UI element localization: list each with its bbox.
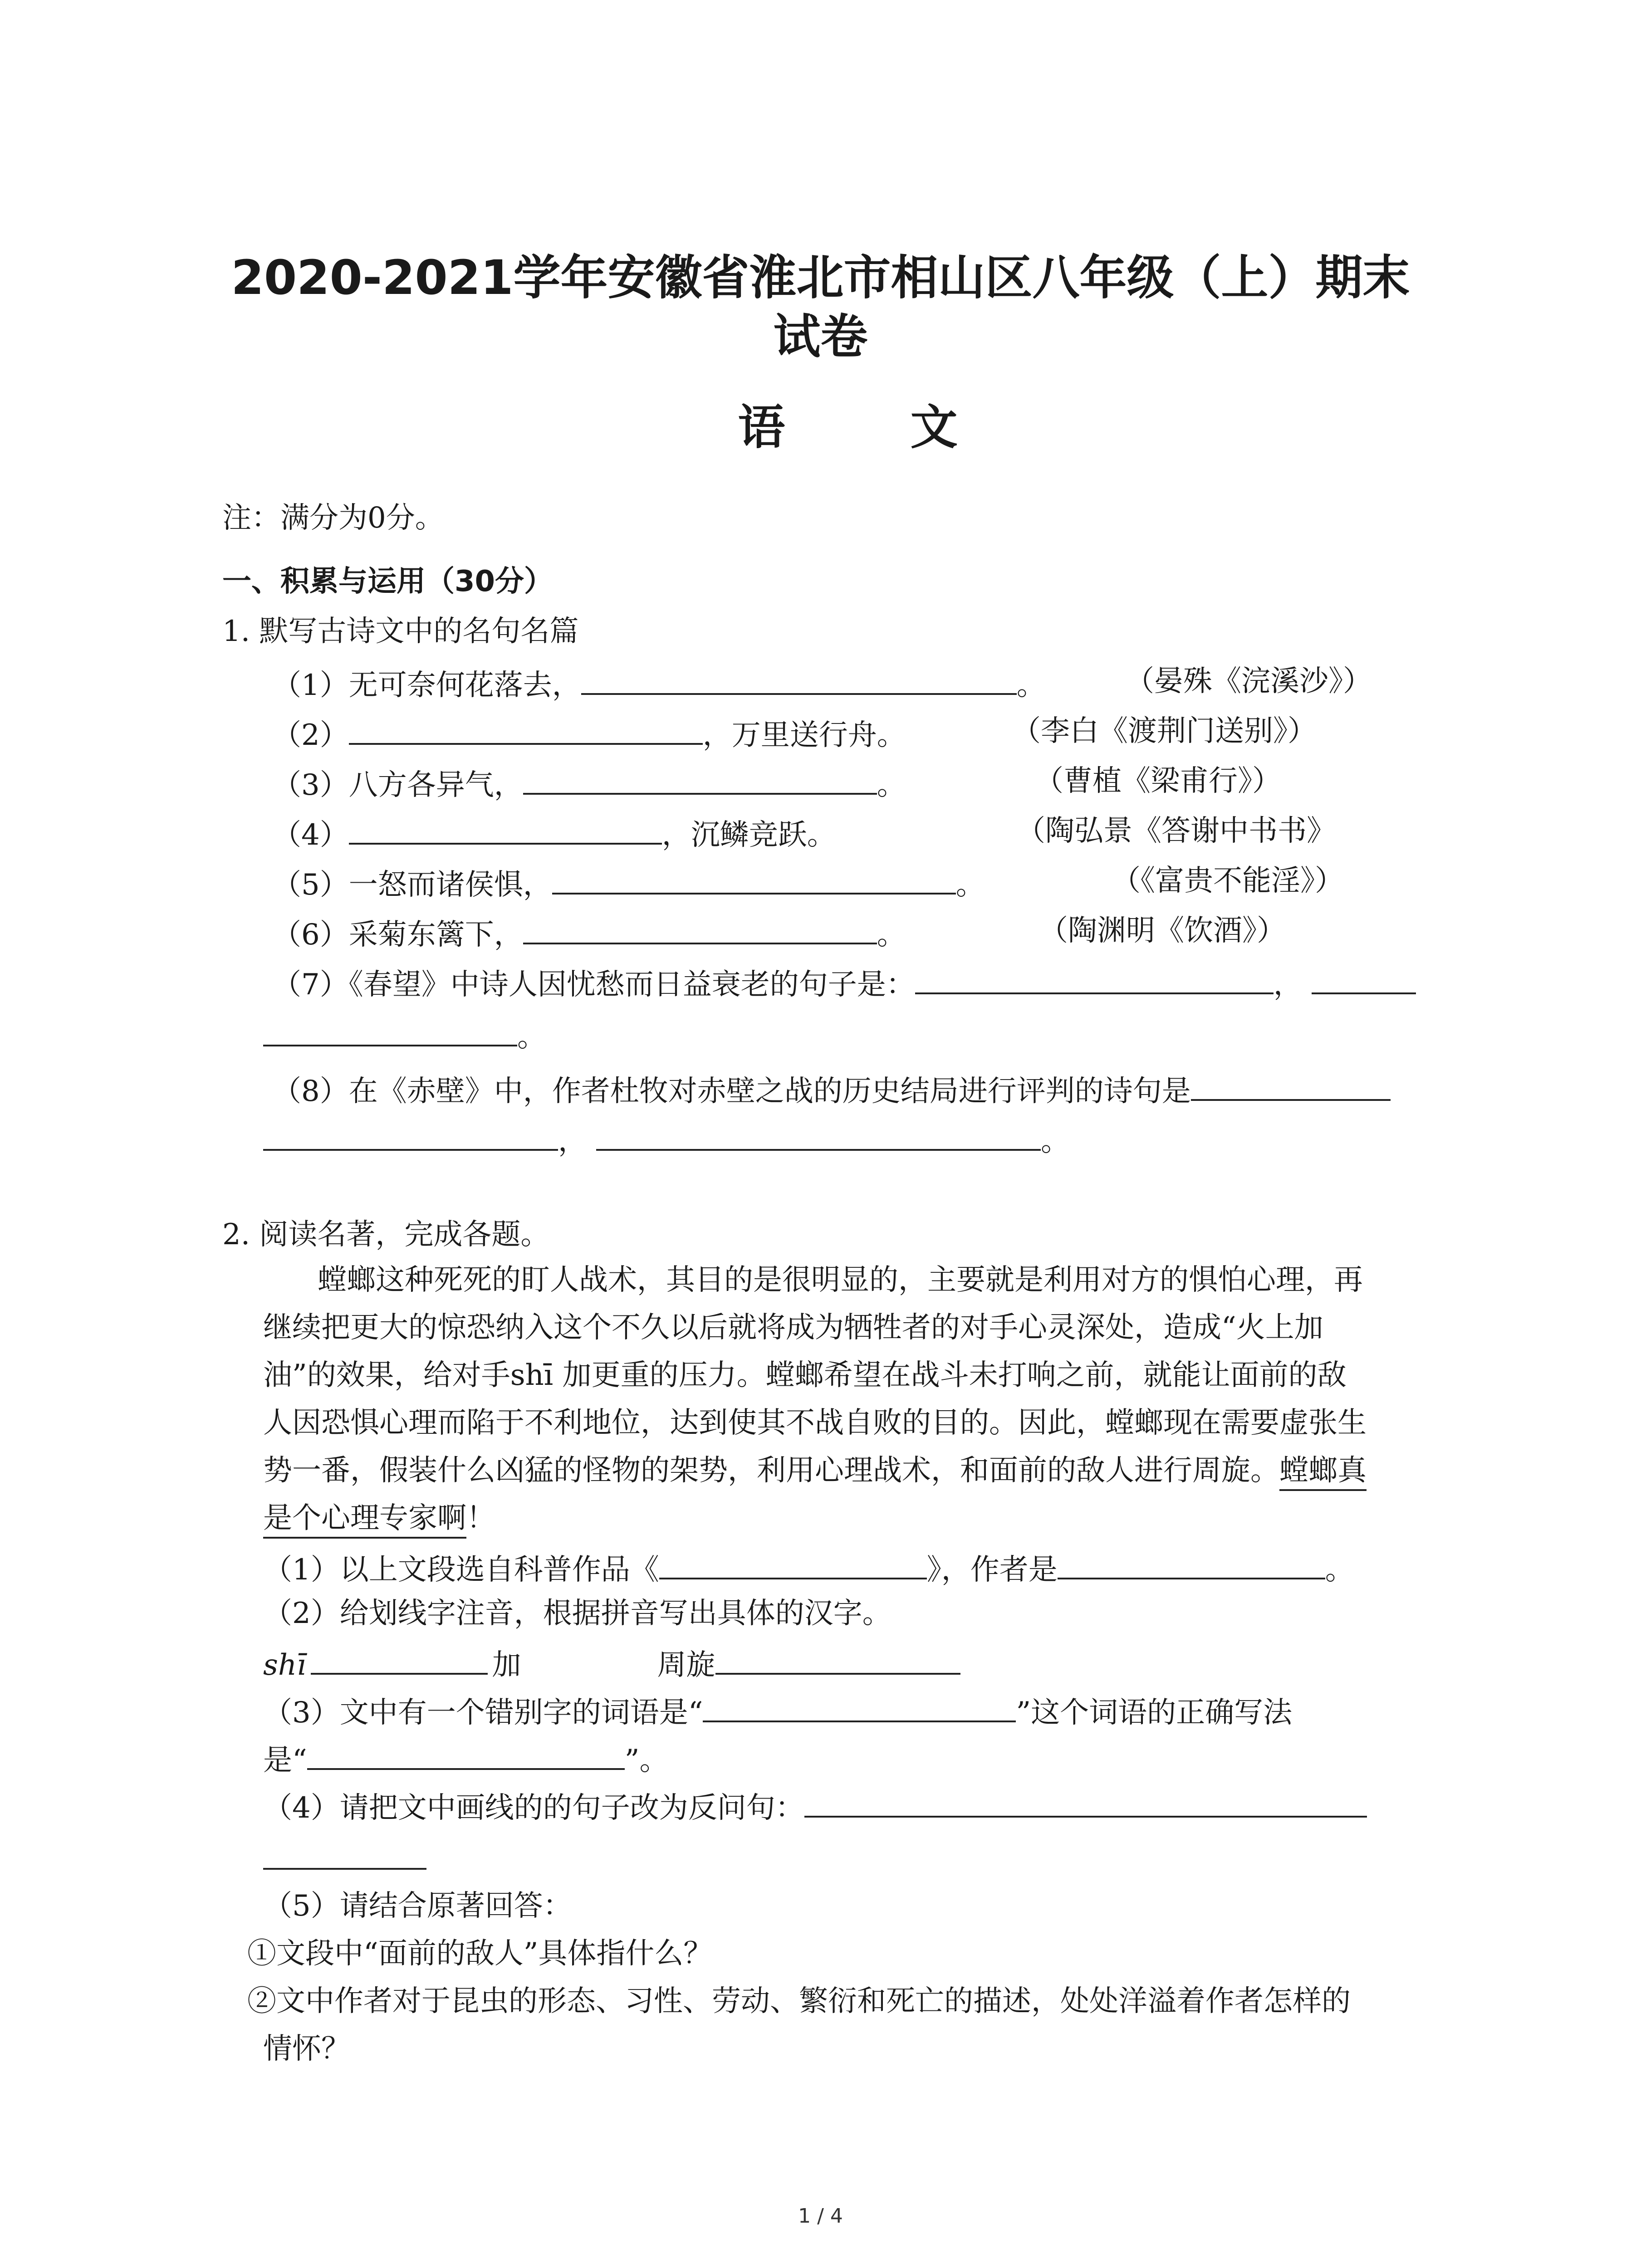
answer-blank[interactable]	[263, 1842, 426, 1870]
q1-item-4-text: （4）	[272, 818, 349, 852]
q2-sub-5: （5）请结合原著回答：	[263, 1889, 572, 1923]
punct: 。	[877, 768, 906, 802]
punct: ，	[1273, 968, 1303, 1002]
q2-sub-2: （2）给划线字注音，根据拼音写出具体的汉字。	[263, 1597, 892, 1630]
answer-blank[interactable]	[311, 1647, 488, 1675]
q1-item-5-text: （5）一怒而诸侯惧，	[272, 868, 552, 902]
punct: 。	[955, 868, 985, 902]
q2-sub-3-line2-text: 是“	[263, 1744, 307, 1777]
q1-item-5	[272, 866, 985, 902]
q1-item-6	[272, 916, 906, 952]
punct: 。	[1016, 669, 1046, 702]
punct: ，	[558, 1124, 587, 1158]
answer-blank[interactable]	[1191, 1073, 1391, 1101]
answer-blank[interactable]	[349, 816, 662, 845]
punct: 。	[1325, 1553, 1354, 1587]
answer-blank[interactable]	[523, 767, 877, 795]
q2-sub-5-b-cont: 情怀？	[263, 2032, 350, 2066]
q1-item-6-text: （6）采菊东篱下，	[272, 918, 523, 952]
q1-item-4	[272, 816, 836, 850]
q2-sub-3-tail: ”这个词语的正确写法	[1016, 1696, 1293, 1730]
q2-sub-3	[263, 1694, 1293, 1730]
answer-blank[interactable]	[552, 866, 956, 894]
q2-sub-1-text: （1）以上文段选自科普作品《	[263, 1553, 659, 1587]
q1-item-2-text: （2）	[272, 719, 349, 752]
answer-blank[interactable]	[581, 667, 1017, 695]
punct: 。	[517, 1020, 546, 1054]
q1-item-6-source: （陶渊明《饮酒》）	[1039, 914, 1286, 948]
book-title-blank[interactable]	[659, 1551, 927, 1579]
passage-line-5	[263, 1456, 1367, 1485]
q1-item-2-source: （李白《渡荆门送别》）	[1012, 714, 1317, 748]
q1-item-4-source: （陶弘景《答谢中书书》	[1016, 814, 1336, 848]
q2-sub-4	[263, 1789, 1367, 1823]
passage-line-4: 人因恐惧心理而陷于不利地位，达到使其不战自败的目的。因此，螳螂现在需要虚张生	[263, 1406, 1367, 1440]
punct: ”。	[624, 1744, 669, 1777]
q2-sub-2-answers	[263, 1647, 960, 1680]
q2-sub-3-cont	[263, 1742, 668, 1775]
correct-word-blank[interactable]	[307, 1742, 625, 1770]
passage-line-6	[263, 1501, 495, 1535]
answer-blank[interactable]	[263, 1123, 558, 1151]
q1-item-1-text: （1）无可奈何花落去，	[272, 669, 581, 702]
wrong-word-blank[interactable]	[703, 1694, 1016, 1722]
passage-line-3: 油”的效果，给对手shī 加更重的压力。螳螂希望在战斗未打响之前，就能让面前的敌	[263, 1359, 1347, 1392]
q1-item-5-source: （《富贵不能淫》）	[1112, 864, 1344, 898]
q1-item-3-text: （3）八方各异气，	[272, 768, 523, 802]
question-1-stem: 1. 默写古诗文中的名句名篇	[222, 615, 579, 648]
score-note: 注：满分为0分。	[222, 501, 444, 535]
exam-title-line1: 2020-2021学年安徽省淮北市相山区八年级（上）期末	[231, 250, 1410, 305]
answer-blank[interactable]	[715, 1647, 960, 1675]
char-label: 加	[492, 1648, 521, 1682]
question-2-stem: 2. 阅读名著，完成各题。	[222, 1218, 550, 1251]
q2-sub-4-cont	[263, 1842, 426, 1875]
answer-blank[interactable]	[915, 966, 1274, 994]
page-number: 1 / 4	[798, 2204, 843, 2228]
q1-item-2-tail: ，万里送行舟。	[702, 719, 906, 752]
exam-title-line2: 试卷	[773, 309, 868, 364]
passage-text: 势一番，假装什么凶猛的怪物的架势，利用心理战术，和面前的敌人进行周旋。	[263, 1454, 1279, 1487]
q1-item-7-cont	[263, 1018, 546, 1054]
q1-item-2	[272, 717, 906, 750]
answer-blank[interactable]	[1312, 966, 1416, 994]
punct: ！	[466, 1501, 495, 1535]
q2-sub-1-mid: 》，作者是	[926, 1553, 1058, 1587]
q1-item-1-source: （晏殊《浣溪沙》）	[1125, 665, 1372, 698]
punct: 。	[877, 918, 906, 952]
q1-item-7	[272, 966, 1416, 1002]
q2-sub-5-b: ②文中作者对于昆虫的形态、习性、劳动、繁衍和死亡的描述，处处洋溢着作者怎样的	[247, 1984, 1351, 2018]
q1-item-8	[272, 1073, 1391, 1106]
q2-sub-4-text: （4）请把文中画线的的句子改为反问句：	[263, 1791, 804, 1825]
q1-item-3-source: （曹植《梁甫行》）	[1034, 764, 1281, 798]
q1-item-7-text: （7）《春望》中诗人因忧愁而日益衰老的句子是：	[272, 968, 915, 1002]
pinyin-label: shī	[263, 1648, 306, 1682]
word-label: 周旋	[657, 1648, 715, 1682]
answer-blank[interactable]	[263, 1018, 517, 1046]
q2-sub-1	[263, 1551, 1354, 1587]
q1-item-4-tail: ，沉鳞竞跃。	[661, 818, 836, 852]
q1-item-1	[272, 667, 1046, 700]
answer-blank[interactable]	[804, 1789, 1367, 1818]
passage-line-2: 继续把更大的惊恐纳入这个不久以后就将成为牺牲者的对手心灵深处，造成“火上加	[263, 1311, 1323, 1344]
q1-item-3	[272, 767, 906, 800]
q2-sub-3-text: （3）文中有一个错别字的词语是“	[263, 1696, 703, 1730]
answer-blank[interactable]	[523, 916, 877, 944]
q1-item-8-cont	[263, 1123, 1070, 1156]
punct: 。	[1041, 1124, 1070, 1158]
passage-line-1: 螳螂这种死死的盯人战术，其目的是很明显的，主要就是利用对方的惧怕心理，再	[318, 1263, 1363, 1297]
answer-blank[interactable]	[349, 717, 703, 745]
q2-sub-5-a: ①文段中“面前的敌人”具体指什么？	[247, 1937, 713, 1970]
author-blank[interactable]	[1058, 1551, 1325, 1579]
section-heading: 一、积累与运用（30分）	[222, 565, 554, 598]
answer-blank[interactable]	[596, 1123, 1041, 1151]
underlined-sentence-part-2: 是个心理专家啊	[263, 1501, 466, 1539]
q1-item-8-text: （8）在《赤壁》中，作者杜牧对赤壁之战的历史结局进行评判的诗句是	[272, 1075, 1191, 1108]
underlined-sentence-part-1: 螳螂真	[1279, 1454, 1367, 1491]
subject-title: 语 文	[738, 400, 1012, 455]
